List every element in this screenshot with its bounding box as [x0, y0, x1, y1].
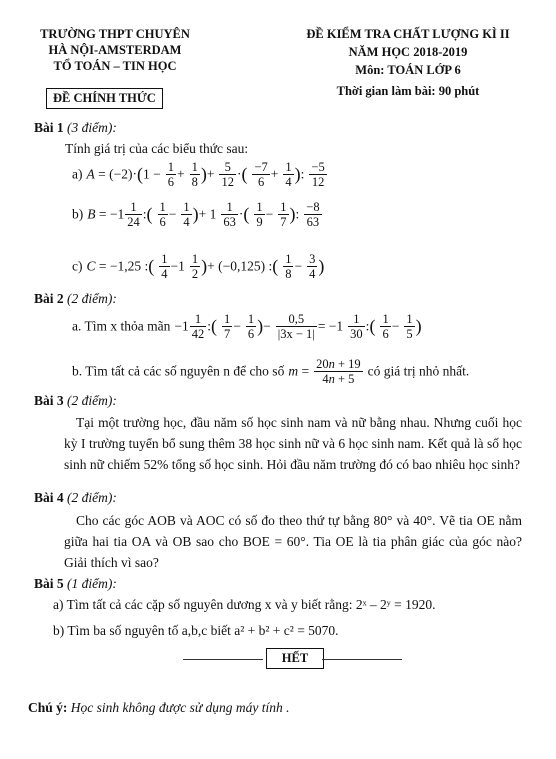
department: TỔ TOÁN – TIN HỌC — [53, 59, 177, 73]
bai2-title: Bài 2 — [34, 291, 64, 306]
bai5-part-b: b) Tìm ba số nguyên tố a,b,c biết a² + b² + c² = 5070. — [53, 623, 339, 638]
bai1-intro: Tính giá trị của các biểu thức sau: — [65, 141, 249, 156]
bai4-text: Cho các góc AOB và AOC có số đo theo thứ tự bằng 80° và 40°. Vẽ tia OE nằm giữa hai tia OA và OB sao cho BOE = 60°. Tia OE là tia phân giác của góc nào? Giải thích vì sao? — [64, 513, 522, 570]
note-label: Chú ý: — [28, 700, 68, 715]
school-name-line1: TRƯỜNG THPT CHUYÊN — [40, 27, 190, 41]
bai1-expr-a: a) A = (−2)·(1 − $\frac{1}{6}$ + $\frac{1}{8}$ )+ $\frac{5}{12}$ ·( $\frac{-7}{6}$ + $\frac{1}{4}$ ): $\frac{-5}{12}$ — [72, 160, 325, 189]
subject: Môn: TOÁN LỚP 6 — [355, 63, 461, 77]
bai4-title: Bài 4 — [34, 490, 64, 505]
bai3-title: Bài 3 — [34, 393, 64, 408]
bai3-heading — [34, 393, 117, 409]
note — [28, 700, 290, 716]
bai5-title: Bài 5 — [34, 576, 64, 591]
bai1-expr-b: b) B = −1 $\frac{1}{24}$ :( $\frac{1}{6}$ − $\frac{1}{4}$ )+ 1 $\frac{1}{63}$ ·( $\frac{1}{9}$ − $\frac{1}{7}$ ): $\frac{-8}{63}$ — [72, 200, 320, 229]
bai5-part-a: a) Tìm tất cả các cặp số nguyên dương x và y biết rằng: 2ˣ – 2ʸ = 1920. — [53, 597, 436, 612]
bai1-expr-c: c) C = −1,25 :( $\frac{1}{4}$ −1 $\frac{1}{2}$ )+ (−0,125) :( $\frac{1}{8}$ − $\frac{3}{4}$ ) — [72, 252, 325, 281]
bai1-points: (3 điểm): — [67, 120, 117, 135]
end-rule-left — [183, 659, 263, 660]
bai1-title: Bài 1 — [34, 120, 64, 135]
school-name-line2: HÀ NỘI-AMSTERDAM — [48, 43, 182, 57]
bai3-points: (2 điểm): — [67, 393, 117, 408]
bai5-heading — [34, 576, 117, 592]
exam-title: ĐỀ KIỂM TRA CHẤT LƯỢNG KÌ II — [306, 27, 510, 41]
end-rule-right — [322, 659, 402, 660]
bai5-points: (1 điểm): — [67, 576, 117, 591]
bai2-part-a: a. Tìm x thỏa mãn −1 $\frac{1}{42}$ :( $\frac{1}{7}$ − $\frac{1}{6}$ )− $\frac{0,5}{|3x - 1|}$ = −1 $\frac{1}{30}$ :( $\frac{1}{6}$ − $\frac{1}{5}$ ) — [72, 312, 422, 341]
bai4-points: (2 điểm): — [67, 490, 117, 505]
official-stamp: ĐỀ CHÍNH THỨC — [46, 88, 163, 109]
end-marker: HẾT — [266, 648, 324, 669]
bai2-points: (2 điểm): — [67, 291, 117, 306]
bai4-heading — [34, 490, 117, 506]
school-year: NĂM HỌC 2018-2019 — [348, 45, 468, 59]
note-text: Học sinh không được sử dụng máy tính . — [70, 700, 290, 715]
bai2-part-b: b. Tìm tất cả các số nguyên n để cho số m = $\frac{20n + 19}{4n + 5}$ có giá trị nhỏ nhất. — [72, 357, 470, 386]
bai1-heading — [34, 120, 117, 136]
bai2-heading — [34, 291, 117, 307]
exam-time: Thời gian làm bài: 90 phút — [336, 84, 480, 98]
bai3-text: Tại một trường học, đầu năm số học sinh nam và nữ bằng nhau. Nhưng cuối học kỳ I trường tuyển bổ sung thêm 38 học sinh nữ và 6 học sinh nam. Kết quả là số học sinh nữ chiếm 52% tổng số học sinh. Hỏi đầu năm trường đó có bao nhiêu học sinh? — [64, 415, 522, 472]
